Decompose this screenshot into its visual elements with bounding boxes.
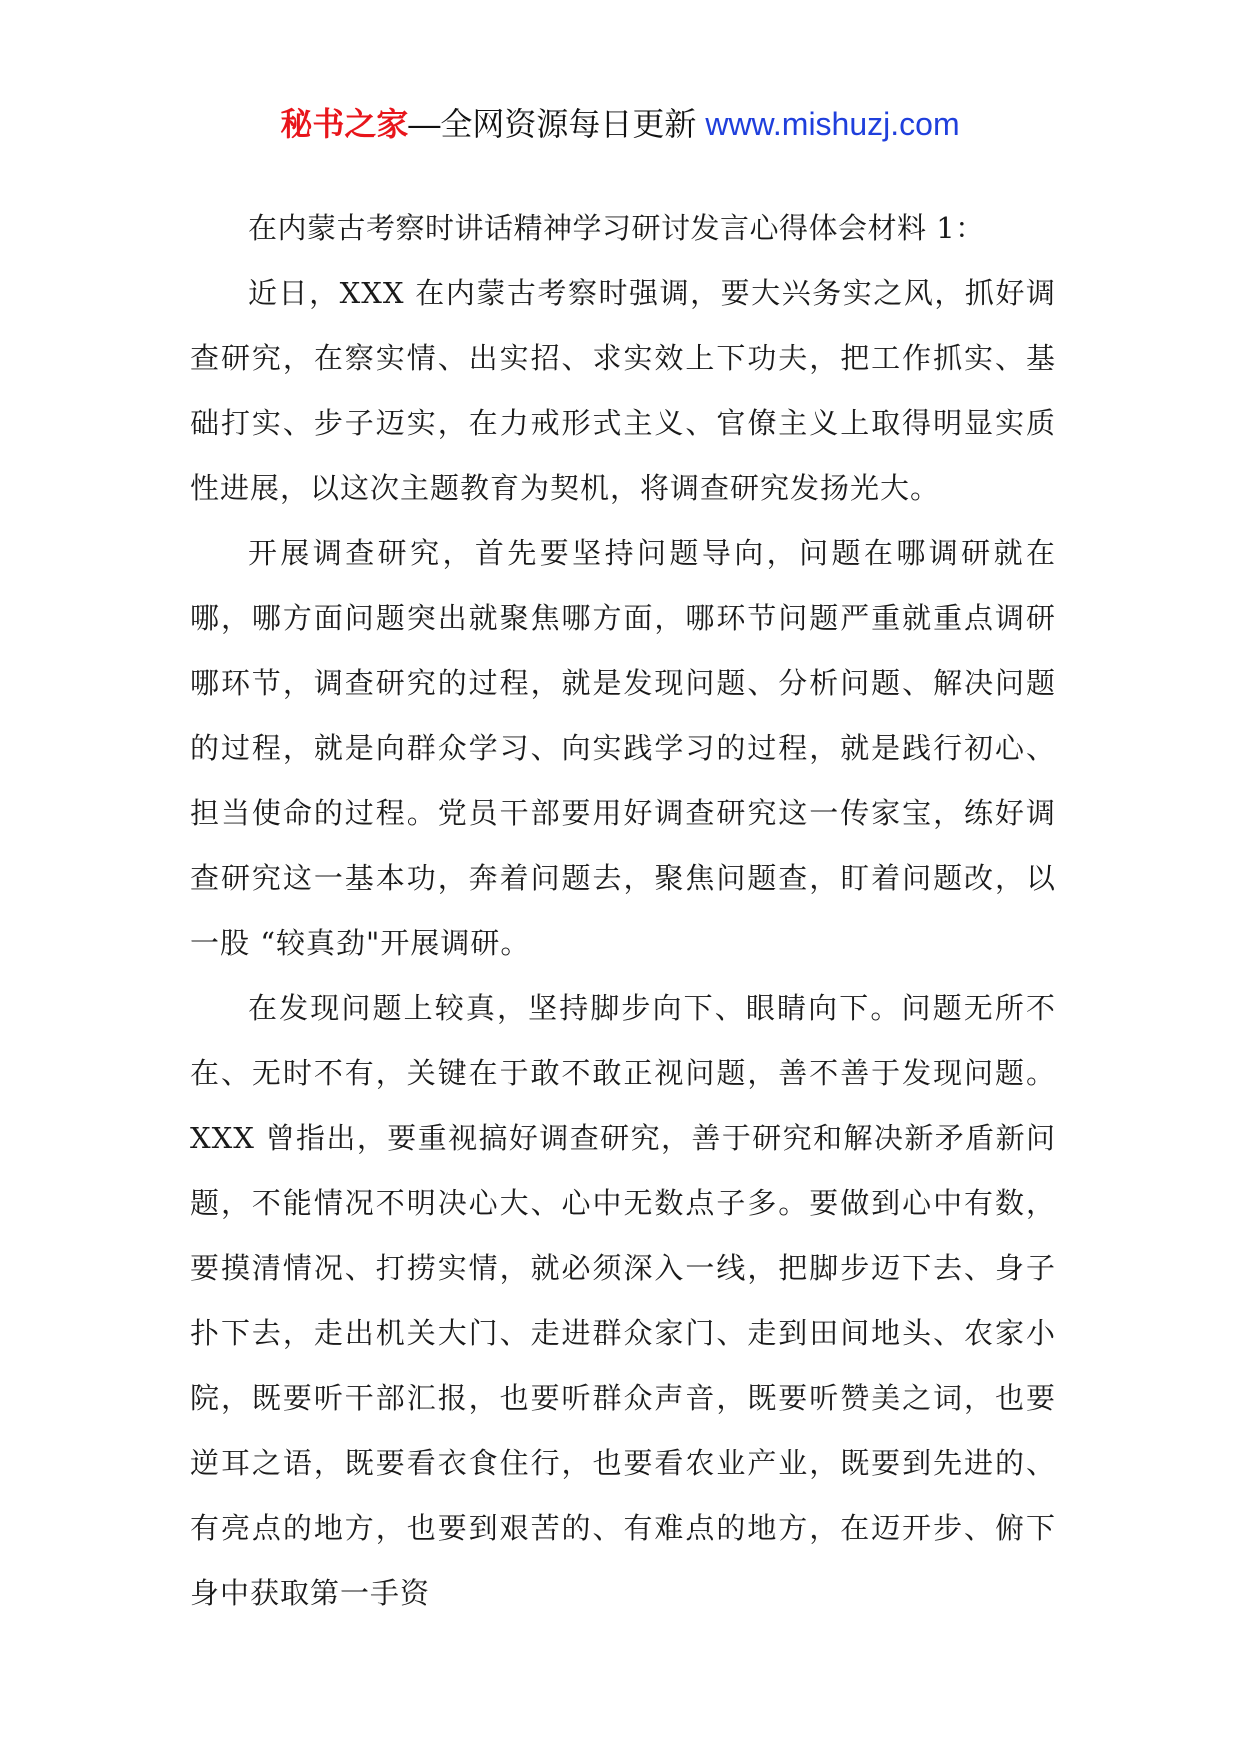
paragraph-1: 近日，XXX 在内蒙古考察时强调，要大兴务实之风，抓好调查研究，在察实情、出实招、求实效上下功夫，把工作抓实、基础打实、步子迈实，在力戒形式主义、官僚主义上取得明显实质性进展，以这次主题教育为契机，将调查研究发扬光大。	[190, 276, 1056, 505]
header-slogan: —全网资源每日更新	[408, 106, 697, 142]
paragraph-2: 开展调查研究，首先要坚持问题导向，问题在哪调研就在哪，哪方面问题突出就聚焦哪方面，哪环节问题严重就重点调研哪环节，调查研究的过程，就是发现问题、分析问题、解决问题的过程，就是向群众学习、向实践学习的过程，就是践行初心、担当使命的过程。党员干部要用好调查研究这一传家宝，练好调查研究这一基本功，奔着问题去，聚焦问题查，盯着问题改，以一股 “较真劲"开展调研。	[190, 536, 1056, 960]
page-header	[0, 100, 1240, 148]
paragraph-3: 在发现问题上较真，坚持脚步向下、眼睛向下。问题无所不在、无时不有，关键在于敢不敢正视问题，善不善于发现问题。XXX 曾指出，要重视搞好调查研究，善于研究和解决新矛盾新问题，不能情况不明决心大、心中无数点子多。要做到心中有数，要摸清情况、打捞实情，就必须深入一线，把脚步迈下去、身子扑下去，走出机关大门、走进群众家门、走到田间地头、农家小院，既要听干部汇报，也要听群众声音，既要听赞美之词，也要逆耳之语，既要看衣食住行，也要看农业产业，既要到先进的、有亮点的地方，也要到艰苦的、有难点的地方，在迈开步、俯下身中获取第一手资	[190, 991, 1056, 1610]
document-title: 在内蒙古考察时讲话精神学习研讨发言心得体会材料 1：	[248, 211, 985, 245]
brand-name: 秘书之家	[280, 106, 409, 142]
document-body	[190, 196, 1056, 1626]
website-link[interactable]: www.mishuzj.com	[705, 106, 960, 142]
